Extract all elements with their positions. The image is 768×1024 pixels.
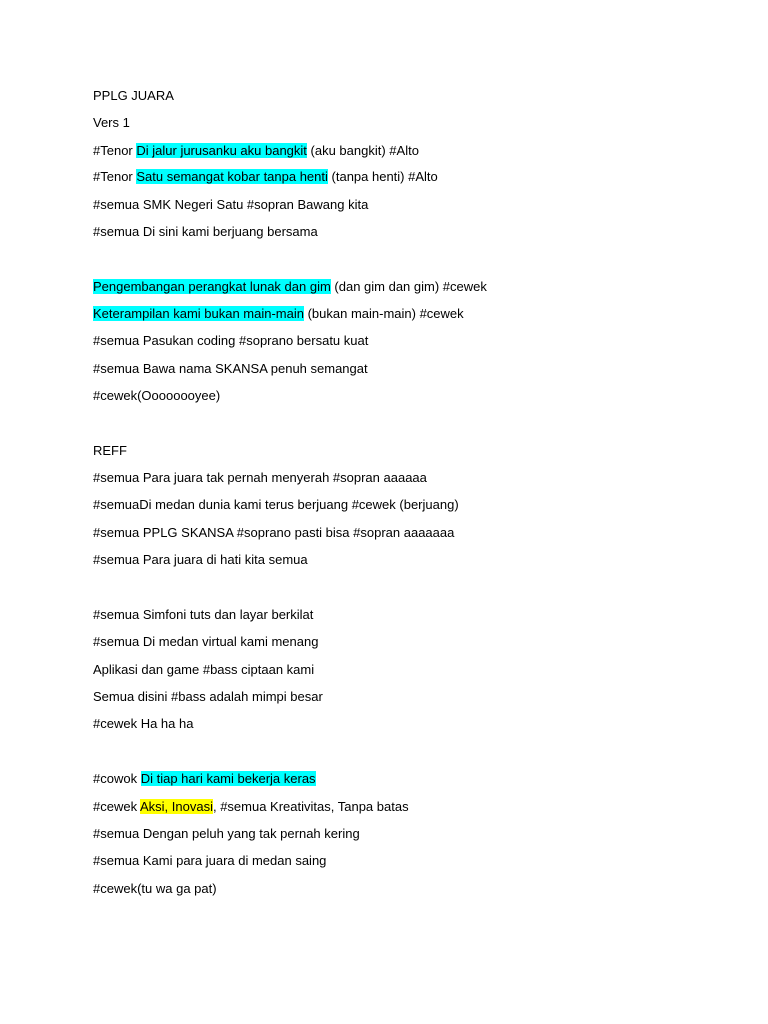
lyric-line: Semua disini #bass adalah mimpi besar (93, 689, 323, 704)
highlighted-text: Satu semangat kobar tanpa henti (136, 169, 328, 184)
highlighted-text: Pengembangan perangkat lunak dan gim (93, 279, 331, 294)
lyric-line (93, 799, 409, 815)
lyric-line: #cewek(tu wa ga pat) (93, 881, 217, 896)
lyric-line: Aplikasi dan game #bass ciptaan kami (93, 662, 315, 677)
lyric-line: #semua Bawa nama SKANSA penuh semangat (93, 361, 368, 376)
lyric-line: #semua Di sini kami berjuang bersama (93, 224, 318, 239)
highlighted-text: Di jalur jurusanku aku bangkit (136, 143, 307, 158)
lyric-line (93, 771, 316, 787)
lyric-segment: , #semua Kreativitas, Tanpa batas (212, 799, 409, 814)
lyric-line (93, 143, 419, 159)
lyric-line (93, 306, 464, 322)
lyric-segment: #cowok (93, 771, 141, 786)
lyric-line: #semua SMK Negeri Satu #sopran Bawang kita (93, 197, 369, 212)
lyric-line: #cewek Ha ha ha (93, 716, 194, 731)
lyric-line: #semua Para juara di hati kita semua (93, 552, 308, 567)
lyric-line (93, 279, 487, 295)
lyric-line: #semua Dengan peluh yang tak pernah kering (93, 826, 360, 841)
lyric-segment: (tanpa henti) #Alto (327, 169, 438, 184)
lyric-segment: (bukan main-main) #cewek (303, 306, 464, 321)
lyric-line: #semua Simfoni tuts dan layar berkilat (93, 607, 314, 622)
section-heading: REFF (93, 443, 127, 458)
highlighted-text: Di tiap hari kami bekerja keras (140, 771, 316, 786)
lyric-line: #semua Pasukan coding #soprano bersatu kuat (93, 333, 369, 348)
document-title: PPLG JUARA (93, 88, 174, 103)
highlighted-text: Keterampilan kami bukan main-main (93, 306, 304, 321)
lyric-line: #semua Di medan virtual kami menang (93, 634, 319, 649)
highlighted-text: Aksi, Inovasi (139, 799, 213, 814)
lyric-line: #cewek(Oooooooyee) (93, 388, 221, 403)
lyric-segment: #Tenor (93, 169, 137, 184)
lyric-line: #semuaDi medan dunia kami terus berjuang #cewek (berjuang) (93, 497, 459, 512)
lyric-segment: #Tenor (93, 143, 137, 158)
lyric-line: Vers 1 (93, 115, 130, 130)
lyric-segment: (aku bangkit) #Alto (306, 143, 419, 158)
lyric-segment: (dan gim dan gim) #cewek (330, 279, 487, 294)
lyric-line: #semua Para juara tak pernah menyerah #sopran aaaaaa (93, 470, 427, 485)
lyric-line: #semua PPLG SKANSA #soprano pasti bisa #sopran aaaaaaa (93, 525, 455, 540)
lyric-line (93, 169, 438, 185)
lyric-segment: #cewek (93, 799, 140, 814)
lyric-line: #semua Kami para juara di medan saing (93, 853, 327, 868)
